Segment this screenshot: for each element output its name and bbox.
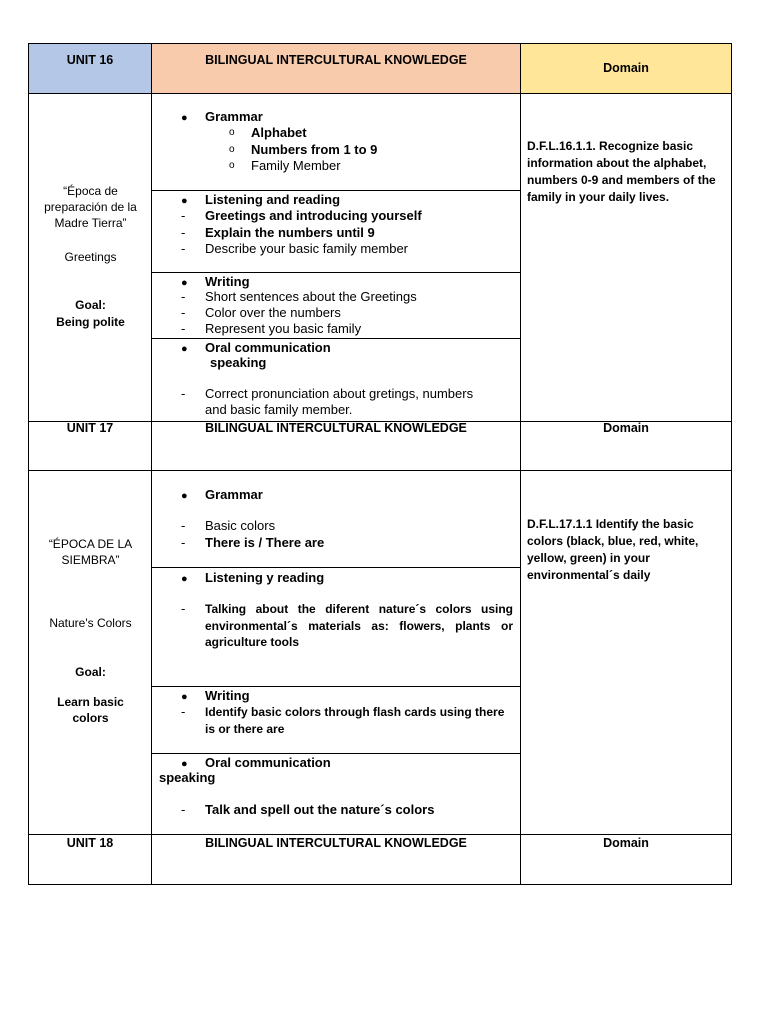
dash-icon: - (181, 208, 186, 223)
unit17-topic: Nature's Colors (49, 616, 132, 630)
unit17-goal-label: Goal: (75, 665, 106, 679)
unit16-writing-item: Color over the numbers (205, 305, 341, 320)
unit16-writing-title: Writing (205, 274, 250, 289)
unit16-goal-label: Goal: (75, 298, 106, 312)
bullet-icon: ● (181, 112, 188, 124)
unit17-writing-title: Writing (205, 688, 250, 703)
unit17-knowledge-label: BILINGUAL INTERCULTURAL KNOWLEDGE (205, 421, 467, 435)
unit16-grammar-title: Grammar (205, 109, 263, 124)
unit16-writing-item: Represent you basic family (205, 321, 362, 336)
dash-icon: - (181, 289, 186, 304)
unit16-writing-item: Short sentences about the Greetings (205, 289, 417, 304)
unit16-domain-text: D.F.L.16.1.1. Recognize basic information about the alphabet, numbers 0-9 and members of the family in your daily lives. (527, 139, 716, 204)
unit16-domain-label: Domain (603, 61, 649, 75)
unit17-grammar-title: Grammar (205, 487, 263, 502)
unit16-listening-item: Describe your basic family member (205, 241, 409, 256)
unit17-label: UNIT 17 (66, 421, 114, 435)
unit17-writing-item: Identify basic colors through flash cards using there is or there are (205, 705, 505, 736)
bullet-icon: ● (181, 195, 188, 207)
unit16-header-cell (28, 43, 152, 93)
dash-icon: - (181, 241, 186, 256)
bullet-icon: ● (181, 490, 188, 502)
unit16-period: “Época de preparación de la Madre Tierra” (44, 184, 137, 230)
dash-icon: - (181, 305, 186, 320)
circle-bullet-icon: o (229, 144, 235, 155)
unit17-listening-title: Listening y reading (205, 570, 325, 585)
bullet-icon: ● (181, 277, 188, 289)
unit16-grammar-item: Alphabet (251, 125, 307, 140)
unit18-domain-label: Domain (603, 836, 649, 850)
dash-icon: - (181, 802, 186, 817)
unit16-grammar-item: Numbers from 1 to 9 (251, 142, 378, 157)
unit17-period: “ÉPOCA DE LA SIEMBRA” (48, 537, 133, 567)
unit16-goal: Being polite (56, 315, 125, 329)
unit17-goal: Learn basic colors (57, 695, 124, 725)
unit16-grammar-item: Family Member (251, 158, 341, 173)
dash-icon: - (181, 386, 186, 401)
knowledge16-header-cell (152, 43, 520, 93)
unit16-listening-item: Explain the numbers until 9 (205, 225, 375, 240)
bullet-icon: ● (181, 691, 188, 703)
unit17-listening-item: Talking about the diferent nature´s colors using environmental´s materials as: flowers, plants or agriculture tools (205, 602, 513, 649)
bullet-icon: ● (181, 758, 188, 770)
unit16-oral-subtitle: speaking (210, 355, 267, 370)
unit17-domain-label: Domain (603, 421, 649, 435)
unit16-label: UNIT 16 (66, 53, 114, 67)
bullet-icon: ● (181, 573, 188, 585)
dash-icon: - (181, 535, 186, 550)
unit17-oral-subtitle: speaking (159, 770, 216, 785)
dash-icon: - (181, 704, 186, 719)
unit17-domain-text: D.F.L.17.1.1 Identify the basic colors (black, blue, red, white, yellow, green) in your environmental´s daily (527, 517, 699, 582)
dash-icon: - (181, 321, 186, 336)
unit17-oral-title: Oral communication (205, 755, 331, 770)
unit16-knowledge-label: BILINGUAL INTERCULTURAL KNOWLEDGE (205, 53, 467, 67)
unit17-grammar-item: There is / There are (205, 535, 325, 550)
dash-icon: - (181, 601, 186, 616)
unit16-oral-title: Oral communication (205, 340, 331, 355)
unit16-listening-title: Listening and reading (205, 192, 341, 207)
circle-bullet-icon: o (229, 127, 235, 138)
unit18-label: UNIT 18 (66, 836, 114, 850)
unit16-oral-item-line1: Correct pronunciation about gretings, numbers (205, 386, 474, 401)
unit18-knowledge-label: BILINGUAL INTERCULTURAL KNOWLEDGE (205, 836, 467, 850)
dash-icon: - (181, 225, 186, 240)
unit16-topic: Greetings (64, 250, 117, 264)
unit16-oral-item-line2: and basic family member. (205, 402, 353, 417)
circle-bullet-icon: o (229, 160, 235, 171)
bullet-icon: ● (181, 343, 188, 355)
unit17-oral-item: Talk and spell out the nature´s colors (205, 802, 435, 817)
unit16-listening-item: Greetings and introducing yourself (205, 208, 422, 223)
dash-icon: - (181, 518, 186, 533)
unit17-grammar-item: Basic colors (205, 518, 276, 533)
